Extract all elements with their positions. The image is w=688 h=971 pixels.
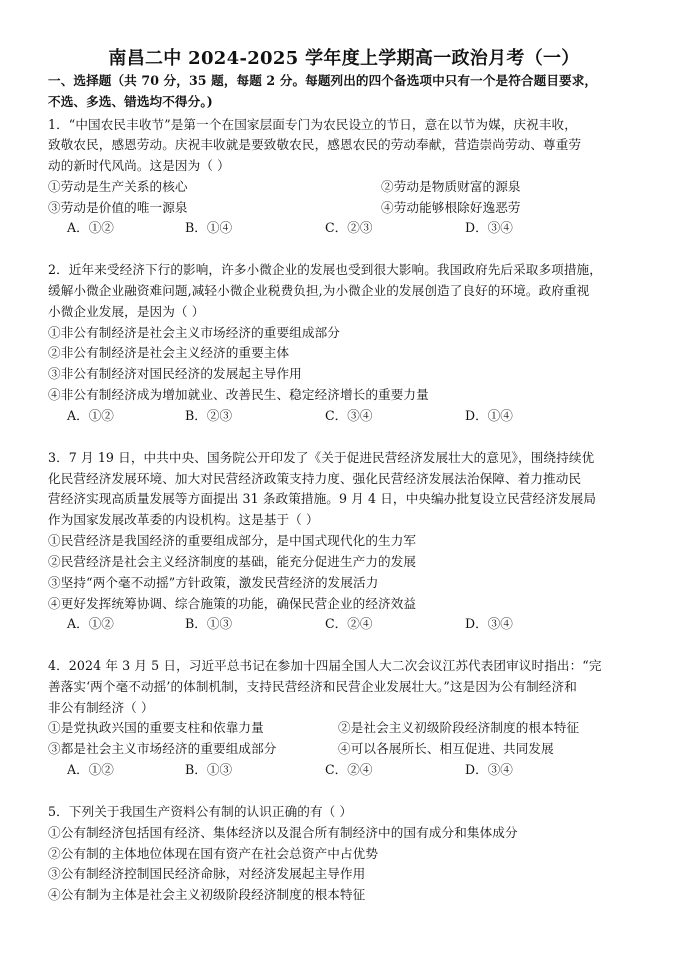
q4-item: ①是党执政兴国的重要支柱和依靠力量 xyxy=(48,720,264,735)
q3-stem-line: 营经济实现高质量发展等方面提出 31 条政策措施。9 月 4 日，中央编办批复设立民营经济发展局 xyxy=(48,491,597,506)
q2-option-b[interactable]: B．②③ xyxy=(185,408,233,423)
q3-option-a[interactable]: A．①② xyxy=(67,616,114,631)
q5-item: ③公有制经济控制国民经济命脉，对经济发展起主导作用 xyxy=(48,866,366,881)
q5-item: ①公有制经济包括国有经济、集体经济以及混合所有制经济中的国有成分和集体成分 xyxy=(48,825,518,840)
q1-item: ③劳动是价值的唯一源泉 xyxy=(48,200,188,215)
q5-item: ④公有制为主体是社会主义初级阶段经济制度的根本特征 xyxy=(48,887,366,902)
q3-option-c[interactable]: C．②④ xyxy=(325,616,373,631)
q5-item: ②公有制的主体地位体现在国有资产在社会总资产中占优势 xyxy=(48,846,379,861)
q1-option-a[interactable]: A．①② xyxy=(67,220,114,235)
q3-stem-line: 3．7 月 19 日，中共中央、国务院公开印发了《关于促进民营经济发展壮大的意见》，围绕持续优 xyxy=(48,450,595,465)
page-title: 南昌二中 2024-2025 学年度上学期高一政治月考（一） xyxy=(108,48,580,69)
q2-item: ①非公有制经济是社会主义市场经济的重要组成部分 xyxy=(48,325,340,340)
q2-stem-line: 2．近年来受经济下行的影响，许多小微企业的发展也受到很大影响。我国政府先后采取多项措施， xyxy=(48,262,602,277)
q3-option-b[interactable]: B．①③ xyxy=(185,616,233,631)
q3-stem-line: 化民营经济发展环境、加大对民营经济政策支持力度、强化民营经济发展法治保障、着力推动民 xyxy=(48,471,582,486)
q1-stem-line: 1．“中国农民丰收节”是第一个在国家层面专门为农民设立的节日，意在以节为媒，庆祝丰收， xyxy=(48,117,577,132)
q1-item: ①劳动是生产关系的核心 xyxy=(48,179,188,194)
q4-option-a[interactable]: A．①② xyxy=(67,762,114,777)
q3-item: ②民营经济是社会主义经济制度的基础，能充分促进生产力的发展 xyxy=(48,554,417,569)
q1-item: ②劳动是物质财富的源泉 xyxy=(381,179,521,194)
q2-stem-line: 小微企业发展，是因为（ ） xyxy=(48,304,205,319)
q4-option-c[interactable]: C．②④ xyxy=(325,762,373,777)
q1-stem-line: 致敬农民，感恩劳动。庆祝丰收就是要致敬农民，感恩农民的劳动奉献，营造崇尚劳动、尊重劳 xyxy=(48,137,582,152)
q1-option-b[interactable]: B．①④ xyxy=(185,220,233,235)
q3-item: ③坚持“两个毫不动摇”方针政策，激发民营经济的发展活力 xyxy=(48,575,379,590)
q4-option-b[interactable]: B．①③ xyxy=(185,762,233,777)
q2-item: ④非公有制经济成为增加就业、改善民生、稳定经济增长的重要力量 xyxy=(48,387,429,402)
q2-option-a[interactable]: A．①② xyxy=(67,408,114,423)
section-instructions-line-1: 一、选择题（共 70 分，35 题，每题 2 分。每题列出的四个备选项中只有一个是符合题目要求， xyxy=(48,73,598,88)
q3-stem-line: 作为国家发展改革委的内设机构。这是基于（ ） xyxy=(48,512,319,527)
q2-item: ②非公有制经济是社会主义经济的重要主体 xyxy=(48,345,290,360)
q3-item: ④更好发挥统筹协调、综合施策的功能，确保民营企业的经济效益 xyxy=(48,596,417,611)
q4-item: ②是社会主义初级阶段经济制度的根本特征 xyxy=(338,720,580,735)
q3-item: ①民营经济是我国经济的重要组成部分，是中国式现代化的生力军 xyxy=(48,533,417,548)
q2-option-c[interactable]: C．③④ xyxy=(325,408,373,423)
q4-stem-line: 非公有制经济（ ） xyxy=(48,700,154,715)
q1-item: ④劳动能够根除好逸恶劳 xyxy=(381,200,521,215)
q2-item: ③非公有制经济对国民经济的发展起主导作用 xyxy=(48,366,302,381)
q5-stem-line: 5．下列关于我国生产资料公有制的认识正确的有（ ） xyxy=(48,804,353,819)
q3-option-d[interactable]: D．③④ xyxy=(465,616,513,631)
q1-option-c[interactable]: C．②③ xyxy=(325,220,373,235)
q4-option-d[interactable]: D．③④ xyxy=(465,762,513,777)
q4-stem-line: 4．2024 年 3 月 5 日，习近平总书记在参加十四届全国人大二次会议江苏代表团审议时指出：“完 xyxy=(48,658,602,673)
q4-item: ④可以各展所长、相互促进、共同发展 xyxy=(338,741,554,756)
q2-option-d[interactable]: D．①④ xyxy=(465,408,513,423)
q4-item: ③都是社会主义市场经济的重要组成部分 xyxy=(48,741,277,756)
q4-stem-line: 善落实‘两个毫不动摇’的体制机制，支持民营经济和民营企业发展壮大。”这是因为公有制经济和 xyxy=(48,679,577,694)
q1-option-d[interactable]: D．③④ xyxy=(465,220,513,235)
q1-stem-line: 动的新时代风尚。这是因为（ ） xyxy=(48,158,230,173)
section-instructions-line-2: 不选、多选、错选均不得分。) xyxy=(48,94,213,109)
q2-stem-line: 缓解小微企业融资难问题,减轻小微企业税费负担,为小微企业的发展创造了良好的环境。政府重视 xyxy=(48,283,590,298)
